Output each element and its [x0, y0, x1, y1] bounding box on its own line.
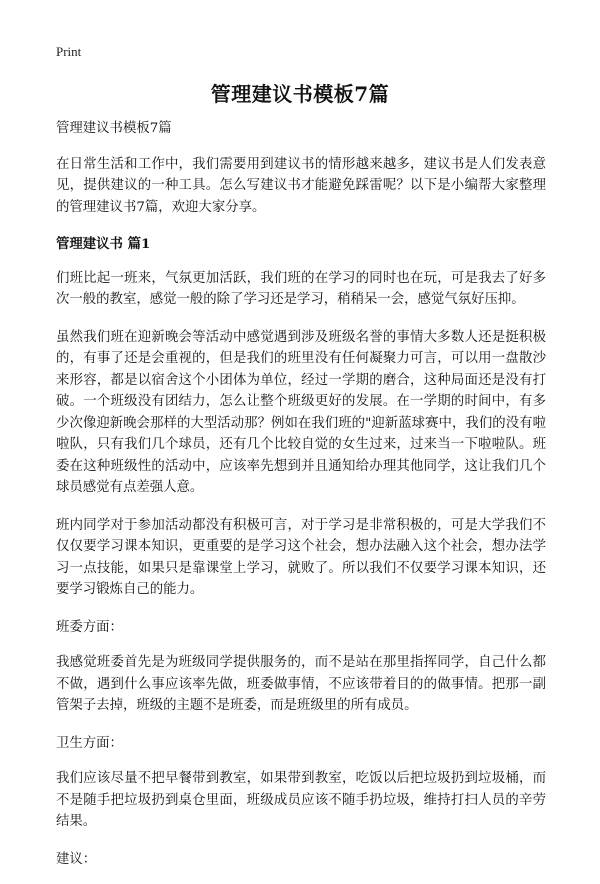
- intro-paragraph: 在日常生活和工作中，我们需要用到建议书的情形越来越多，建议书是人们发表意见，提供建议的一种工具。怎么写建议书才能避免踩雷呢？以下是小编帮大家整理的管理建议书7篇，欢迎大家分享。: [56, 156, 546, 215]
- document-body: [56, 118, 546, 884]
- section-heading: 管理建议书 篇1: [56, 236, 151, 252]
- suggestion-label: 建议：: [56, 851, 97, 867]
- document-title: 管理建议书模板7篇: [210, 82, 390, 106]
- print-label: Print: [56, 44, 82, 59]
- hygiene-paragraph: 我们应该尽量不把早餐带到教室，如果带到教室，吃饭以后把垃圾扔到垃圾桶，而不是随手把垃圾扔到桌仓里面，班级成员应该不随手扔垃圾，维持打扫人员的辛劳结果。: [56, 771, 546, 829]
- body-paragraph-1: 们班比起一班来，气氛更加活跃，我们班的在学习的同时也在玩，可是我去了好多次一般的教室，感觉一般的除了学习还是学习，稍稍呆一会，感觉气氛好压抑。: [56, 270, 546, 307]
- hygiene-label: 卫生方面：: [56, 735, 123, 751]
- document-subtitle: 管理建议书模板7篇: [56, 121, 172, 136]
- body-paragraph-2: 虽然我们班在迎新晚会等活动中感觉遇到涉及班级名誉的事情大多数人还是挺积极的，有事了还是会重视的，但是我们的班里没有任何凝聚力可言，可以用一盘散沙来形容，都是以宿舍这个小团体为单位，经过一学期的磨合，这种局面还是没有打破。一个班级没有团结力，怎么让整个班级更好的发展。在一学期的时间中，有多少次像迎新晚会那样的大型活动那？例如在我们班的"迎新蓝球赛中，我们的没有啦啦队，只有我们几个球员，还有几个比较自觉的女生过来，过来当一下啦啦队。班委在这种班级性的活动中，应该率先想到并且通知给办理其他同学，这让我们几个球员感觉有点差强人意。: [56, 329, 546, 495]
- committee-paragraph: 我感觉班委首先是为班级同学提供服务的，而不是站在那里指挥同学，自己什么都不做，遇到什么事应该率先做，班委做事情，不应该带着目的的做事情。把那一副管架子去掉，班级的主题不是班委，而是班级里的所有成员。: [56, 655, 546, 713]
- body-paragraph-3: 班内同学对于参加活动都没有积极可言，对于学习是非常积极的，可是大学我们不仅仅要学习课本知识，更重要的是学习这个社会，想办法融入这个社会，想办法学习一点技能，如果只是靠课堂上学习，就败了。所以我们不仅要学习课本知识，还要学习锻炼自己的能力。: [56, 517, 546, 597]
- committee-label: 班委方面：: [56, 619, 123, 635]
